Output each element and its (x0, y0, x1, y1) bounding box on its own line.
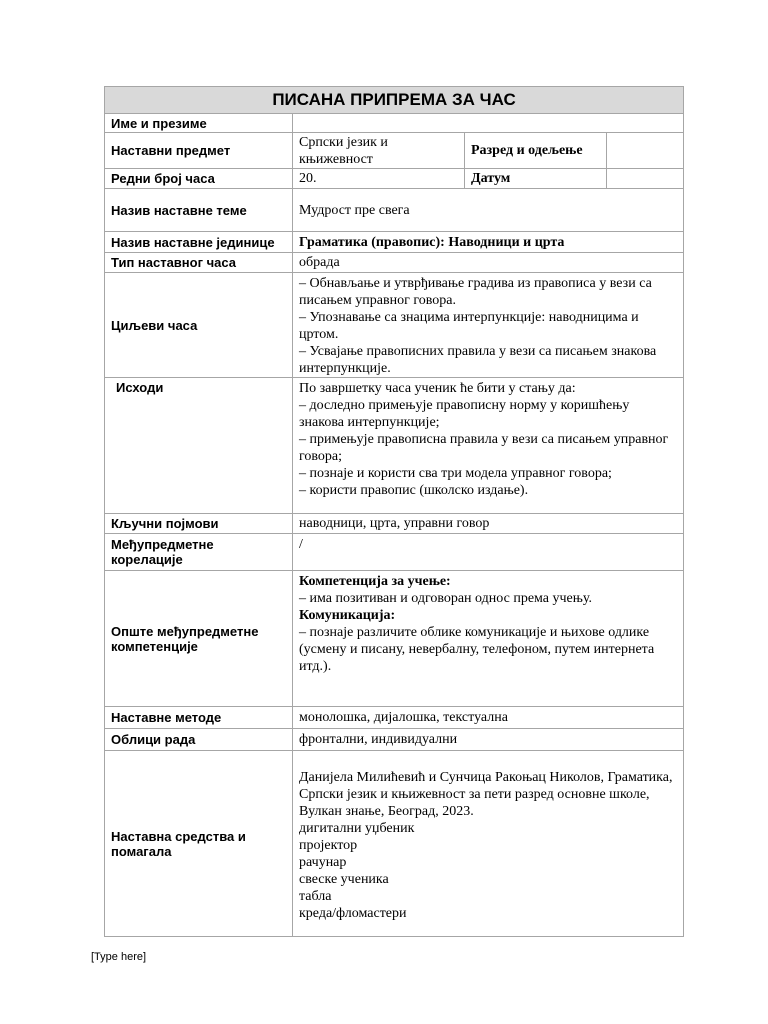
label-subject: Наставни предмет (105, 133, 293, 169)
row-methods (105, 707, 684, 729)
value-lesson-number: 20. (293, 169, 465, 189)
outcomes-line: – познаје и користи сва три модела управног говора; (299, 466, 612, 481)
outcomes-line: – користи правопис (школско издање). (299, 483, 529, 498)
row-outcomes (105, 378, 684, 514)
competency-line: – познаје различите облике комуникације и њихове одлике (усмену и писану, невербалну, телефоном, путем интернета итд.). (299, 625, 655, 674)
resource-line: дигитални уџбеник (299, 821, 415, 836)
value-topic: Мудрост пре свега (293, 189, 684, 232)
row-name (105, 114, 684, 133)
value-forms: фронтални, индивидуални (293, 729, 684, 751)
label-forms: Облици рада (105, 729, 293, 751)
title-row (105, 87, 684, 114)
value-competencies (293, 571, 684, 707)
row-forms (105, 729, 684, 751)
value-name (293, 114, 684, 133)
value-methods: монолошка, дијалошка, текстуална (293, 707, 684, 729)
label-key-terms: Кључни појмови (105, 514, 293, 534)
competency-heading: Компетенција за учење: (299, 574, 451, 589)
row-key-terms (105, 514, 684, 534)
row-subject (105, 133, 684, 169)
value-date (607, 169, 684, 189)
row-correlation (105, 534, 684, 571)
label-unit: Назив наставне јединице (105, 232, 293, 253)
resource-line: табла (299, 889, 332, 904)
row-topic (105, 189, 684, 232)
row-type (105, 253, 684, 273)
footer-placeholder[interactable]: [Type here] (91, 951, 147, 963)
resource-line: рачунар (299, 855, 347, 870)
label-topic: Назив наставне теме (105, 189, 293, 232)
label-name: Име и презиме (105, 114, 293, 133)
label-type: Тип наставног часа (105, 253, 293, 273)
value-unit: Граматика (правопис): Наводници и црта (293, 232, 684, 253)
label-competencies: Опште међупредметне компетенције (105, 571, 293, 707)
competency-line: – има позитиван и одговоран однос према учењу. (299, 591, 592, 606)
outcomes-label-text: Исходи (116, 380, 164, 395)
value-correlation: / (293, 534, 684, 571)
value-subject: Српски језик и књижевност (293, 133, 465, 169)
label-lesson-number: Редни број часа (105, 169, 293, 189)
resource-line: свеске ученика (299, 872, 389, 887)
row-resources (105, 751, 684, 937)
row-goals (105, 273, 684, 378)
label-methods: Наставне методе (105, 707, 293, 729)
goals-line: – Усвајање правописних правила у вези са писањем знакова интерпункције. (299, 344, 657, 376)
label-resources: Наставна средства и помагала (105, 751, 293, 937)
competency-heading: Комуникација: (299, 608, 396, 623)
value-resources (293, 751, 684, 937)
row-competencies (105, 571, 684, 707)
outcomes-line: – примењује правописна правила у вези са писањем управног говора; (299, 432, 669, 464)
goals-line: – Упознавање са знацима интерпункције: наводницима и цртом. (299, 310, 639, 342)
label-goals: Циљеви часа (105, 273, 293, 378)
value-grade (607, 133, 684, 169)
resource-line: креда/фломастери (299, 906, 407, 921)
row-lesson-number (105, 169, 684, 189)
value-type: обрада (293, 253, 684, 273)
resource-line: пројектор (299, 838, 358, 853)
row-unit (105, 232, 684, 253)
label-grade: Разред и одељење (465, 133, 607, 169)
value-goals (293, 273, 684, 378)
table-title: ПИСАНА ПРИПРЕМА ЗА ЧАС (105, 87, 684, 114)
lesson-plan-table (104, 86, 684, 937)
label-date: Датум (465, 169, 607, 189)
value-key-terms: наводници, црта, управни говор (293, 514, 684, 534)
label-outcomes (105, 378, 293, 514)
resource-line: Данијела Милићевић и Сунчица Ракоњац Николов, Граматика, Српски језик и књижевност за пети разред основне школе, Вулкан знање, Београд, 2023. (299, 770, 673, 819)
label-correlation: Међупредметне корелације (105, 534, 293, 571)
goals-line: – Обнављање и утврђивање градива из правописа у вези са писањем управног говора. (299, 276, 652, 308)
outcomes-line: – доследно примењује правописну норму у коришћењу знакова интерпункције; (299, 398, 630, 430)
value-outcomes (293, 378, 684, 514)
outcomes-line: По завршетку часа ученик ће бити у стању да: (299, 381, 576, 396)
